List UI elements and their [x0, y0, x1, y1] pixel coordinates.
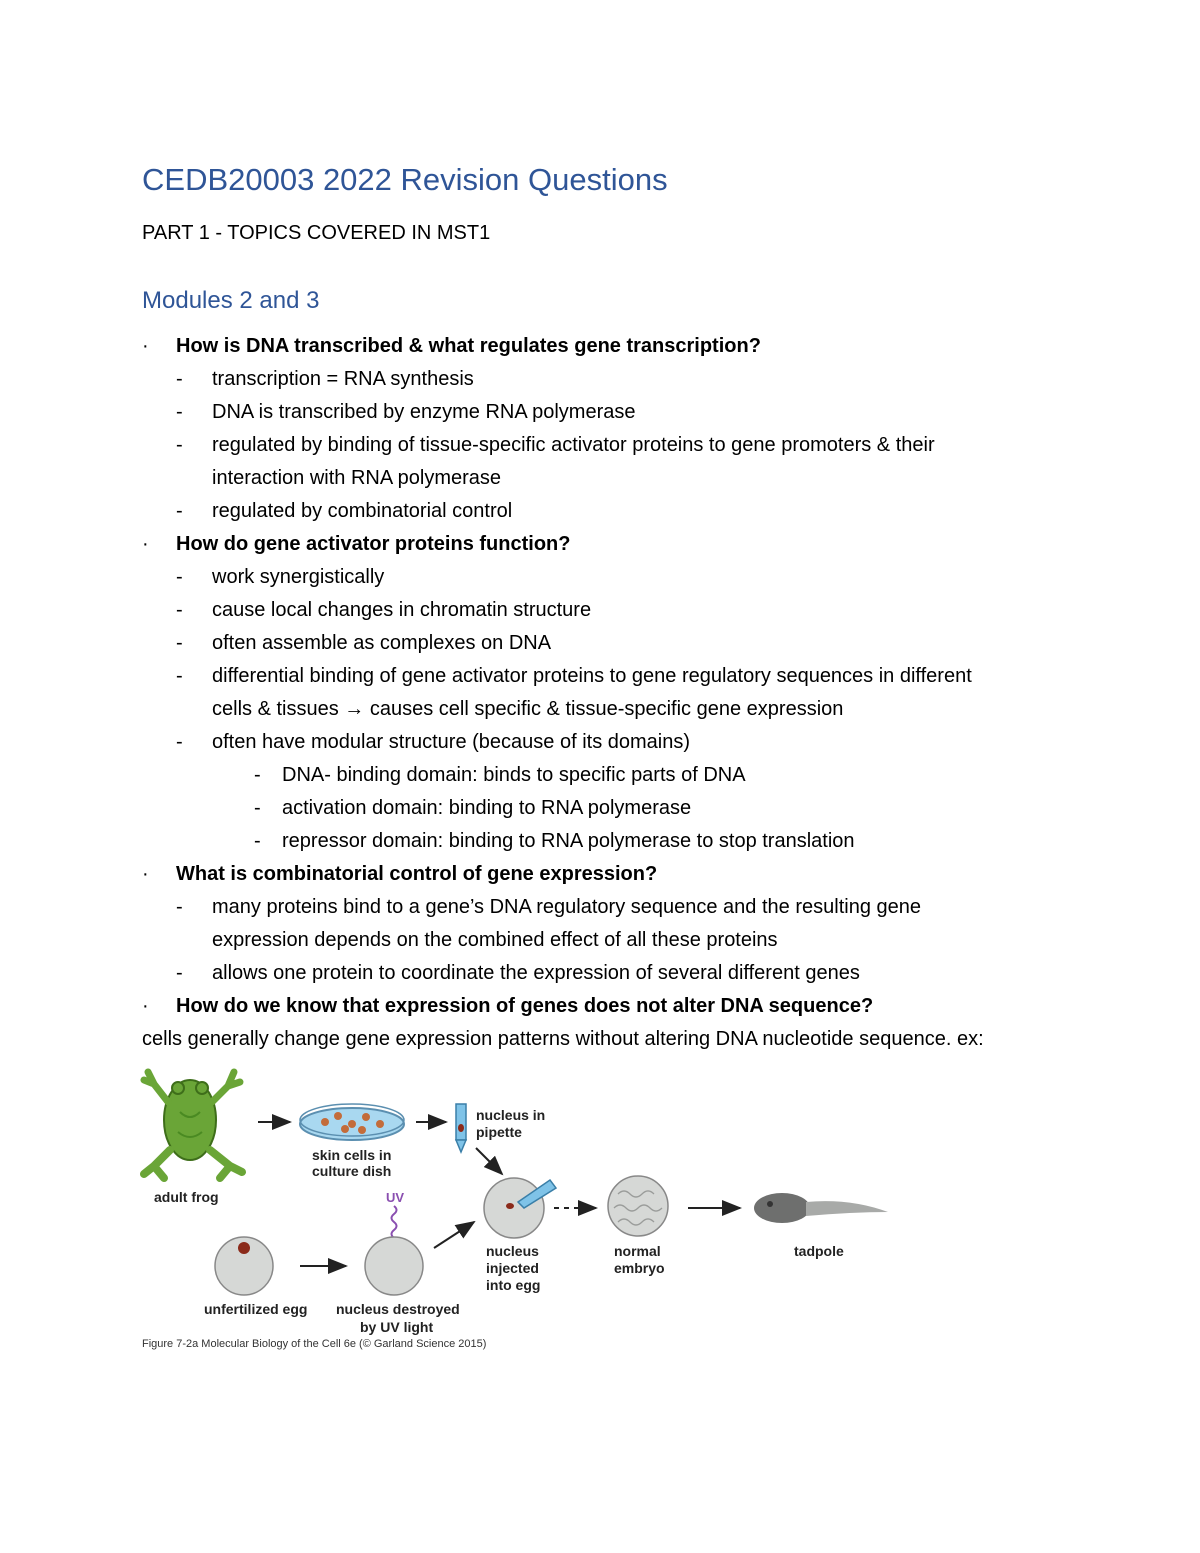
uv-label: UV	[386, 1190, 405, 1205]
module-heading: Modules 2 and 3	[142, 287, 320, 314]
tadpole-icon	[754, 1193, 888, 1223]
answer-text: often have modular structure (because of its domains)	[212, 731, 691, 753]
answer-text: regulated by combinatorial control	[212, 500, 513, 522]
answer-text: allows one protein to coordinate the expression of several different genes	[212, 962, 860, 984]
answer-item	[142, 594, 1102, 627]
answer-item	[142, 627, 1102, 660]
dash-marker: -	[176, 731, 183, 753]
answer-item	[142, 396, 1102, 429]
bullet-marker: ·	[142, 335, 149, 357]
unfertilized-egg-label: unfertilized egg	[204, 1301, 308, 1317]
bullet-marker: ·	[142, 863, 149, 885]
question-4	[142, 990, 1102, 1023]
sub-answer-text: DNA- binding domain: binds to specific parts of DNA	[282, 764, 746, 786]
answer-continuation: cells & tissues → causes cell specific & tissue-specific gene expression	[212, 698, 844, 720]
question-text: What is combinatorial control of gene expression?	[176, 863, 658, 885]
skin-cells-label-line-2: culture dish	[312, 1163, 392, 1179]
answer-item	[142, 660, 1102, 693]
question-text: How do gene activator proteins function?	[176, 533, 571, 555]
dash-marker: -	[176, 401, 183, 423]
answer-text: often assemble as complexes on DNA	[212, 632, 552, 654]
sub-answer-text: repressor domain: binding to RNA polymerase to stop translation	[282, 830, 855, 852]
answer-item	[142, 363, 1102, 396]
nucleus-injected-label-line-1: nucleus	[486, 1243, 539, 1259]
nucleus-injected-label-line-2: injected	[486, 1260, 539, 1276]
nucleus-injected-label-line-3: into egg	[486, 1277, 541, 1293]
uv-light-icon	[392, 1206, 397, 1238]
dash-marker: -	[176, 896, 183, 918]
sub-answer-text: activation domain: binding to RNA polymerase	[282, 797, 692, 819]
dash-marker: -	[176, 962, 183, 984]
egg-nucleus-icon	[238, 1242, 250, 1254]
dash-marker: -	[176, 632, 183, 654]
answer-item	[142, 495, 1102, 528]
answer-text: many proteins bind to a gene’s DNA regulatory sequence and the resulting gene	[212, 896, 921, 918]
nucleus-destroyed-label-line-2: by UV light	[360, 1319, 434, 1335]
culture-dish-icon	[300, 1104, 404, 1140]
nuclear-transplant-figure	[140, 1062, 900, 1362]
question-text: How do we know that expression of genes does not alter DNA sequence?	[176, 995, 874, 1017]
arrow-uv-egg-to-injection	[434, 1222, 474, 1248]
answer-continuation: interaction with RNA polymerase	[212, 467, 502, 489]
dash-marker: -	[254, 797, 261, 819]
explanation-text: cells generally change gene expression patterns without altering DNA nucleotide sequence. ex:	[142, 1028, 984, 1050]
dash-marker: -	[176, 434, 183, 456]
injected-egg-icon	[484, 1178, 544, 1238]
sub-answer-item	[142, 792, 1102, 825]
answer-item	[142, 429, 1102, 462]
part-heading: PART 1 - TOPICS COVERED IN MST1	[142, 222, 491, 244]
pipette-icon	[456, 1104, 466, 1152]
skin-cells-label-line-1: skin cells in	[312, 1147, 392, 1163]
answer-text: work synergistically	[212, 566, 385, 588]
dash-marker: -	[176, 368, 183, 390]
adult-frog-label: adult frog	[154, 1189, 219, 1205]
answer-text: DNA is transcribed by enzyme RNA polymerase	[212, 401, 636, 423]
tadpole-label: tadpole	[794, 1243, 844, 1259]
question-3	[142, 858, 1102, 891]
question-1	[142, 330, 1102, 363]
document-title: CEDB20003 2022 Revision Questions	[142, 162, 668, 197]
answer-text: transcription = RNA synthesis	[212, 368, 474, 390]
nucleus-destroyed-label-line-1: nucleus destroyed	[336, 1301, 460, 1317]
answer-item	[142, 891, 1102, 924]
revision-notes	[142, 330, 1102, 1056]
dash-marker: -	[176, 566, 183, 588]
nucleus-in-pipette-line-1: nucleus in	[476, 1107, 546, 1123]
normal-embryo-label-line-1: normal	[614, 1243, 661, 1259]
nucleus-destroyed-egg-icon	[365, 1237, 423, 1295]
dash-marker: -	[254, 830, 261, 852]
answer-item	[142, 561, 1102, 594]
figure-caption: Figure 7-2a Molecular Biology of the Cell 6e (© Garland Science 2015)	[142, 1338, 487, 1350]
bullet-marker: ·	[142, 995, 149, 1017]
question-text: How is DNA transcribed & what regulates gene transcription?	[176, 335, 761, 357]
dash-marker: -	[254, 764, 261, 786]
frog-icon	[144, 1072, 242, 1178]
answer-item	[142, 957, 1102, 990]
dash-marker: -	[176, 500, 183, 522]
answer-text: cause local changes in chromatin structure	[212, 599, 592, 621]
nucleus-in-pipette-line-2: pipette	[476, 1124, 522, 1140]
answer-text: regulated by binding of tissue-specific activator proteins to gene promoters & their	[212, 434, 935, 456]
answer-continuation: expression depends on the combined effect of all these proteins	[212, 929, 778, 951]
question-2	[142, 528, 1102, 561]
dash-marker: -	[176, 599, 183, 621]
injected-nucleus-icon	[506, 1203, 514, 1209]
bullet-marker: ·	[142, 533, 149, 555]
sub-answer-item	[142, 825, 1102, 858]
answer-item	[142, 726, 1102, 759]
normal-embryo-label-line-2: embryo	[614, 1260, 665, 1276]
dash-marker: -	[176, 665, 183, 687]
answer-text: differential binding of gene activator proteins to gene regulatory sequences in different	[212, 665, 972, 687]
embryo-icon	[608, 1176, 668, 1236]
sub-answer-item	[142, 759, 1102, 792]
arrow-pipette-to-egg	[476, 1148, 502, 1174]
